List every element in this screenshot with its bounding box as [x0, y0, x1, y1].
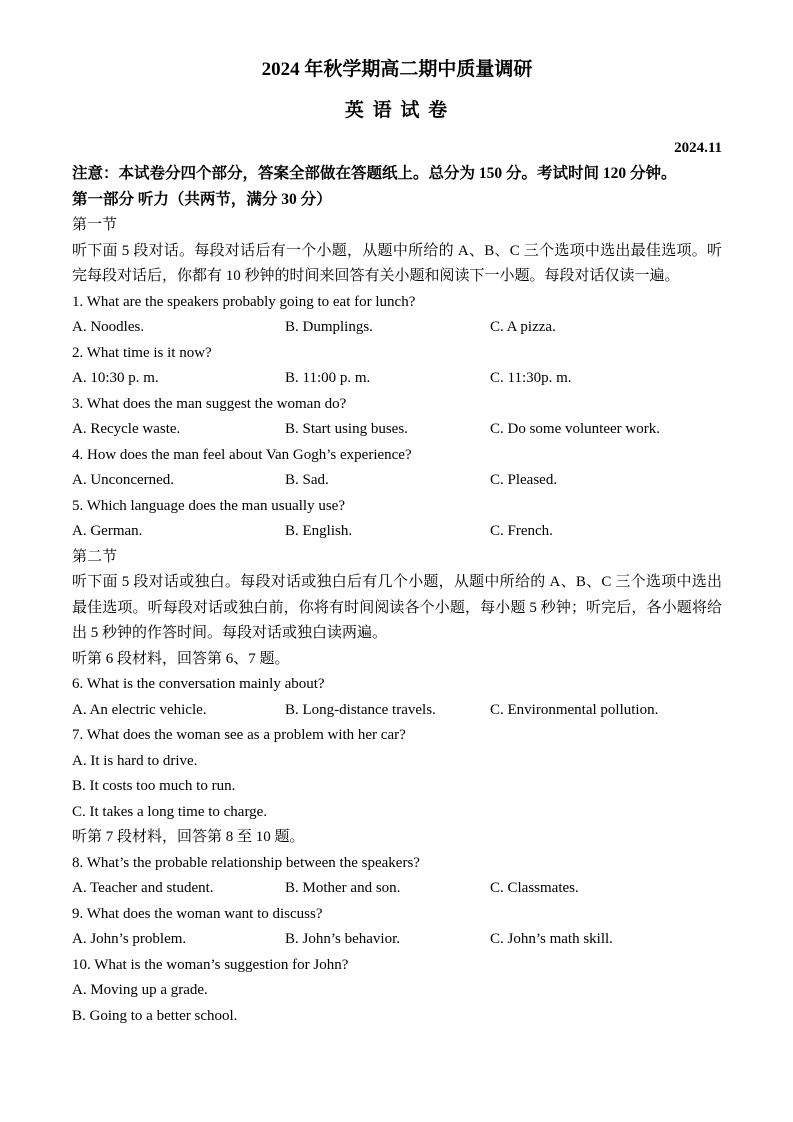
option: A. Teacher and student.: [72, 880, 214, 896]
paragraph: 听第 6 段材料，回答第 6、7 题。: [72, 650, 290, 667]
option: B. It costs too much to run.: [72, 778, 236, 794]
option: B. Dumplings.: [285, 319, 373, 335]
option: A. John’s problem.: [72, 931, 187, 947]
option: B. 11:00 p. m.: [285, 370, 371, 386]
option: C. 11:30p. m.: [490, 370, 572, 386]
exam-date: 2024.11: [674, 140, 722, 156]
option: C. A pizza.: [490, 319, 556, 335]
question-text: 4. How does the man feel about Van Gogh’s experience?: [72, 446, 412, 463]
option: B. Going to a better school.: [72, 1007, 238, 1024]
paragraph: 听第 7 段材料，回答第 8 至 10 题。: [72, 829, 305, 845]
question-text: 5. Which language does the man usually use?: [72, 497, 345, 514]
question-text: 3. What does the man suggest the woman do?: [72, 395, 347, 412]
options-row: [72, 927, 722, 953]
options-row: [72, 468, 722, 494]
question-text: 10. What is the woman’s suggestion for John?: [72, 956, 349, 973]
section-heading: 第二节: [72, 548, 118, 565]
option: A. An electric vehicle.: [72, 701, 207, 718]
option: B. John’s behavior.: [285, 931, 400, 947]
options-row: [72, 519, 722, 545]
options-row: [72, 366, 722, 392]
option: C. It takes a long time to charge.: [72, 803, 268, 820]
option: C. Environmental pollution.: [490, 701, 659, 718]
options-row: [72, 698, 722, 724]
option: C. French.: [490, 523, 553, 539]
option: B. Mother and son.: [285, 880, 401, 896]
option: A. Recycle waste.: [72, 421, 181, 437]
option: A. Moving up a grade.: [72, 982, 208, 998]
option: C. Do some volunteer work.: [490, 421, 660, 437]
section-heading: 第一节: [72, 217, 118, 233]
question-text: 6. What is the conversation mainly about?: [72, 676, 325, 692]
option: B. English.: [285, 523, 353, 539]
option: B. Long-distance travels.: [285, 701, 436, 718]
part-one-heading: 第一部分 听力（共两节，满分 30 分）: [72, 191, 332, 208]
paragraph: 听下面 5 段对话或独白。每段对话或独白后有几个小题，从题中所给的 A、B、C 三个选项中选出最佳选项。听每段对话或独白前，你将有时间阅读各个小题，每小题 5 秒钟；听完后，各小题将给出 5 秒钟的作答时间。每段对话或独白读两遍。: [72, 574, 722, 641]
exam-title: 2024 年秋学期高二期中质量调研: [261, 59, 533, 80]
option: A. Unconcerned.: [72, 472, 175, 488]
option: A. Noodles.: [72, 319, 145, 335]
options-row: [72, 315, 722, 341]
option: C. Classmates.: [490, 880, 579, 896]
question-text: 7. What does the woman see as a problem with her car?: [72, 727, 406, 743]
content-blocks: [72, 213, 722, 1029]
option: A. It is hard to drive.: [72, 752, 198, 769]
exam-subject: 英 语 试 卷: [344, 100, 450, 121]
option: A. German.: [72, 523, 143, 539]
option: C. John’s math skill.: [490, 931, 613, 947]
question-text: 2. What time is it now?: [72, 344, 212, 361]
options-row: [72, 876, 722, 902]
options-row: [72, 417, 722, 443]
question-text: 8. What’s the probable relationship between the speakers?: [72, 854, 420, 871]
option: C. Pleased.: [490, 472, 558, 488]
question-text: 1. What are the speakers probably going to eat for lunch?: [72, 293, 416, 310]
option: A. 10:30 p. m.: [72, 370, 159, 386]
option: B. Start using buses.: [285, 421, 408, 437]
paragraph: 听下面 5 段对话。每段对话后有一个小题，从题中所给的 A、B、C 三个选项中选出最佳选项。听完每段对话后，你都有 10 秒钟的时间来回答有关小题和阅读下一小题。每段对话仅读一遍。: [72, 242, 722, 284]
question-text: 9. What does the woman want to discuss?: [72, 905, 323, 922]
exam-notice: 注意：本试卷分四个部分，答案全部做在答题纸上。总分为 150 分。考试时间 120 分钟。: [72, 165, 677, 182]
option: B. Sad.: [285, 472, 329, 488]
